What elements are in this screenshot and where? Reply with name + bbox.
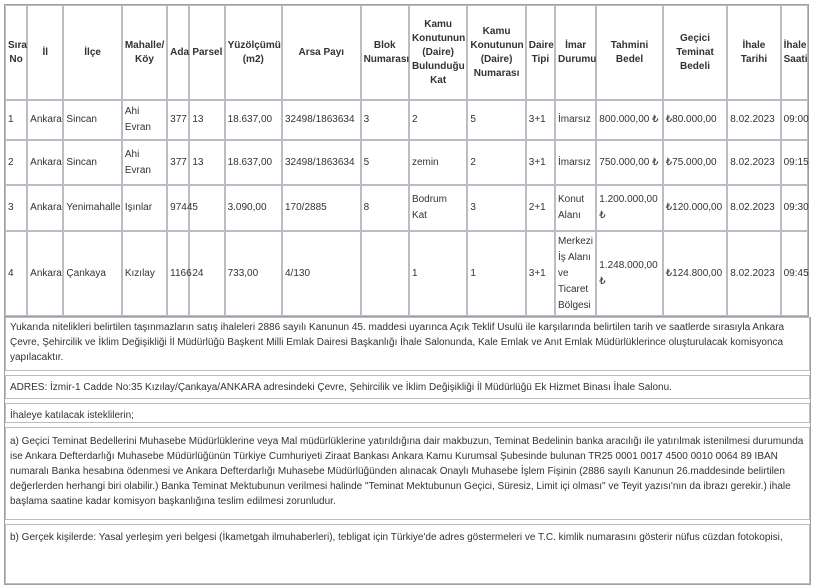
cell-imar: İmarsız (555, 140, 596, 185)
cell-parsel: 13 (189, 100, 224, 140)
header-ilce: İlçe (63, 5, 121, 100)
cell-tahmini-bedel: 1.200.000,00 ₺ (596, 185, 662, 231)
cell-parsel: 5 (189, 185, 224, 231)
cell-ilce: Çankaya (63, 231, 121, 316)
cell-arsa-payi: 170/2885 (282, 185, 361, 231)
cell-ihale-saati: 09:15 (781, 140, 808, 185)
cell-imar: İmarsız (555, 100, 596, 140)
cell-ilce: Sincan (63, 100, 121, 140)
cell-ada: 9744 (167, 185, 189, 231)
cell-mahalle: Kızılay (122, 231, 167, 316)
header-teminat: Geçici Teminat Bedeli (663, 5, 727, 100)
cell-blok (361, 231, 409, 316)
property-table (4, 4, 809, 317)
cell-blok: 8 (361, 185, 409, 231)
table-row (5, 140, 808, 185)
cell-sira: 3 (5, 185, 27, 231)
cell-kat: 2 (409, 100, 467, 140)
cell-arsa-payi: 4/130 (282, 231, 361, 316)
header-kat: Kamu Konutunun (Daire) Bulunduğu Kat (409, 5, 467, 100)
cell-teminat: ₺120.000,00 (663, 185, 727, 231)
requirement-item-a: a) Geçici Teminat Bedellerini Muhasebe Müdürlüklerine veya Mal müdürlüklerine yatırıldığına dair makbuzun, Teminat Bedelinin banka aracılığı ile yatırılmak istenilmesi durumunda ise Ankara Defterdarlığı Muhasebe Müdürlüğünün Türkiye Cumhuriyeti Ziraat Bankası Ankara Kamu Kurumsal Şubesinde bulunan TR25 0001 0017 4500 0010 0064 89 IBAN numaralı Banka hesabına ödenmesi ve Ankara Defterdarlığı Muhasebe Müdürlüğünden alınacak Onaylı Muhasebe İşlem Fişinin (2886 sayılı Kanunun 26.maddesinde belirtilen değerlerden herhangi biri olabilir.) Banka Teminat Mektubunun verilmesi halinde "Teminat Mektubunun Geçici, Süresiz, Limit içi olması" ve Teyit yazısı'nın da ibrazı gerekir.) ihale başlama saatine kadar komisyon başkanlığına teslim edilmesi zorunludur. (5, 427, 810, 520)
cell-mahalle: Işınlar (122, 185, 167, 231)
cell-blok: 5 (361, 140, 409, 185)
header-parsel: Parsel (189, 5, 224, 100)
cell-imar: Merkezi İş Alanı ve Ticaret Bölgesi (555, 231, 596, 316)
requirements-title: İhaleye katılacak isteklilerin; (5, 403, 810, 423)
cell-arsa-payi: 32498/1863634 (282, 100, 361, 140)
table-row (5, 231, 808, 316)
cell-daire-no: 2 (467, 140, 525, 185)
table-row (5, 185, 808, 231)
header-ada: Ada (167, 5, 189, 100)
cell-yuzolcumu: 3.090,00 (225, 185, 282, 231)
intro-paragraph: Yukarıda nitelikleri belirtilen taşınmazların satış ihaleleri 2886 sayılı Kanunun 45. maddesi uyarınca Açık Teklif Usulü ile karşılarında belirtilen tarih ve saatlerde sırasıyla Ankara Çevre, Şehircilik ve İklim Değişikliği İl Müdürlüğü Başkent Milli Emlak Dairesi Başkanlığı İhale Salonunda, Kale Emlak ve Anıt Emlak Müdürlüklerince oluşturulacak komisyonca yapılacaktır. (5, 317, 810, 371)
cell-kat: 1 (409, 231, 467, 316)
cell-ihale-tarihi: 8.02.2023 (727, 185, 780, 231)
cell-mahalle: Ahi Evran (122, 100, 167, 140)
auction-document (4, 4, 809, 585)
cell-il: Ankara (27, 185, 63, 231)
cell-sira: 4 (5, 231, 27, 316)
requirement-item-b: b) Gerçek kişilerde: Yasal yerleşim yeri belgesi (İkametgah ilmuhaberleri), tebligat için Türkiye'de adres göstermeleri ve T.C. kimlik numarasını gösterir nüfus cüzdan fotokopisi, (5, 524, 810, 584)
cell-yuzolcumu: 733,00 (225, 231, 282, 316)
cell-ilce: Yenimahalle (63, 185, 121, 231)
cell-daire-tipi: 3+1 (526, 140, 555, 185)
header-imar: İmar Durumu (555, 5, 596, 100)
header-il: İl (27, 5, 63, 100)
cell-tahmini-bedel: 800.000,00 ₺ (596, 100, 662, 140)
table-header-row (5, 5, 808, 100)
cell-sira: 2 (5, 140, 27, 185)
cell-ilce: Sincan (63, 140, 121, 185)
header-mahalle: Mahalle/ Köy (122, 5, 167, 100)
cell-yuzolcumu: 18.637,00 (225, 100, 282, 140)
cell-ihale-saati: 09:00 (781, 100, 808, 140)
cell-mahalle: Ahi Evran (122, 140, 167, 185)
cell-daire-tipi: 3+1 (526, 100, 555, 140)
cell-kat: zemin (409, 140, 467, 185)
header-daire-tipi: Daire Tipi (526, 5, 555, 100)
cell-yuzolcumu: 18.637,00 (225, 140, 282, 185)
cell-il: Ankara (27, 100, 63, 140)
cell-ihale-saati: 09:30 (781, 185, 808, 231)
cell-daire-no: 5 (467, 100, 525, 140)
cell-blok: 3 (361, 100, 409, 140)
cell-ihale-tarihi: 8.02.2023 (727, 100, 780, 140)
header-ihale-saati: İhale Saati (781, 5, 808, 100)
cell-daire-no: 1 (467, 231, 525, 316)
cell-arsa-payi: 32498/1863634 (282, 140, 361, 185)
cell-teminat: ₺80.000,00 (663, 100, 727, 140)
cell-sira: 1 (5, 100, 27, 140)
cell-ihale-saati: 09:45 (781, 231, 808, 316)
address-paragraph: ADRES: İzmir-1 Cadde No:35 Kızılay/Çankaya/ANKARA adresindeki Çevre, Şehircilik ve İklim Değişikliği İl Müdürlüğü Ek Hizmet Binası İhale Salonu. (5, 375, 810, 399)
cell-ada: 1166 (167, 231, 189, 316)
cell-parsel: 24 (189, 231, 224, 316)
cell-imar: Konut Alanı (555, 185, 596, 231)
header-daire-no: Kamu Konutunun (Daire) Numarası (467, 5, 525, 100)
notes-section (4, 317, 811, 585)
cell-kat: Bodrum Kat (409, 185, 467, 231)
cell-ada: 377 (167, 100, 189, 140)
cell-tahmini-bedel: 1.248.000,00 ₺ (596, 231, 662, 316)
cell-teminat: ₺124.800,00 (663, 231, 727, 316)
cell-ihale-tarihi: 8.02.2023 (727, 140, 780, 185)
cell-ada: 377 (167, 140, 189, 185)
header-tahmini-bedel: Tahmini Bedel (596, 5, 662, 100)
header-blok: Blok Numarası (361, 5, 409, 100)
cell-daire-tipi: 2+1 (526, 185, 555, 231)
cell-il: Ankara (27, 231, 63, 316)
cell-teminat: ₺75.000,00 (663, 140, 727, 185)
cell-ihale-tarihi: 8.02.2023 (727, 231, 780, 316)
cell-daire-tipi: 3+1 (526, 231, 555, 316)
header-ihale-tarihi: İhale Tarihi (727, 5, 780, 100)
cell-daire-no: 3 (467, 185, 525, 231)
header-yuzolcumu: Yüzölçümü (m2) (225, 5, 282, 100)
cell-il: Ankara (27, 140, 63, 185)
cell-parsel: 13 (189, 140, 224, 185)
cell-tahmini-bedel: 750.000,00 ₺ (596, 140, 662, 185)
header-arsa-payi: Arsa Payı (282, 5, 361, 100)
header-sira-no: Sıra No (5, 5, 27, 100)
table-row (5, 100, 808, 140)
